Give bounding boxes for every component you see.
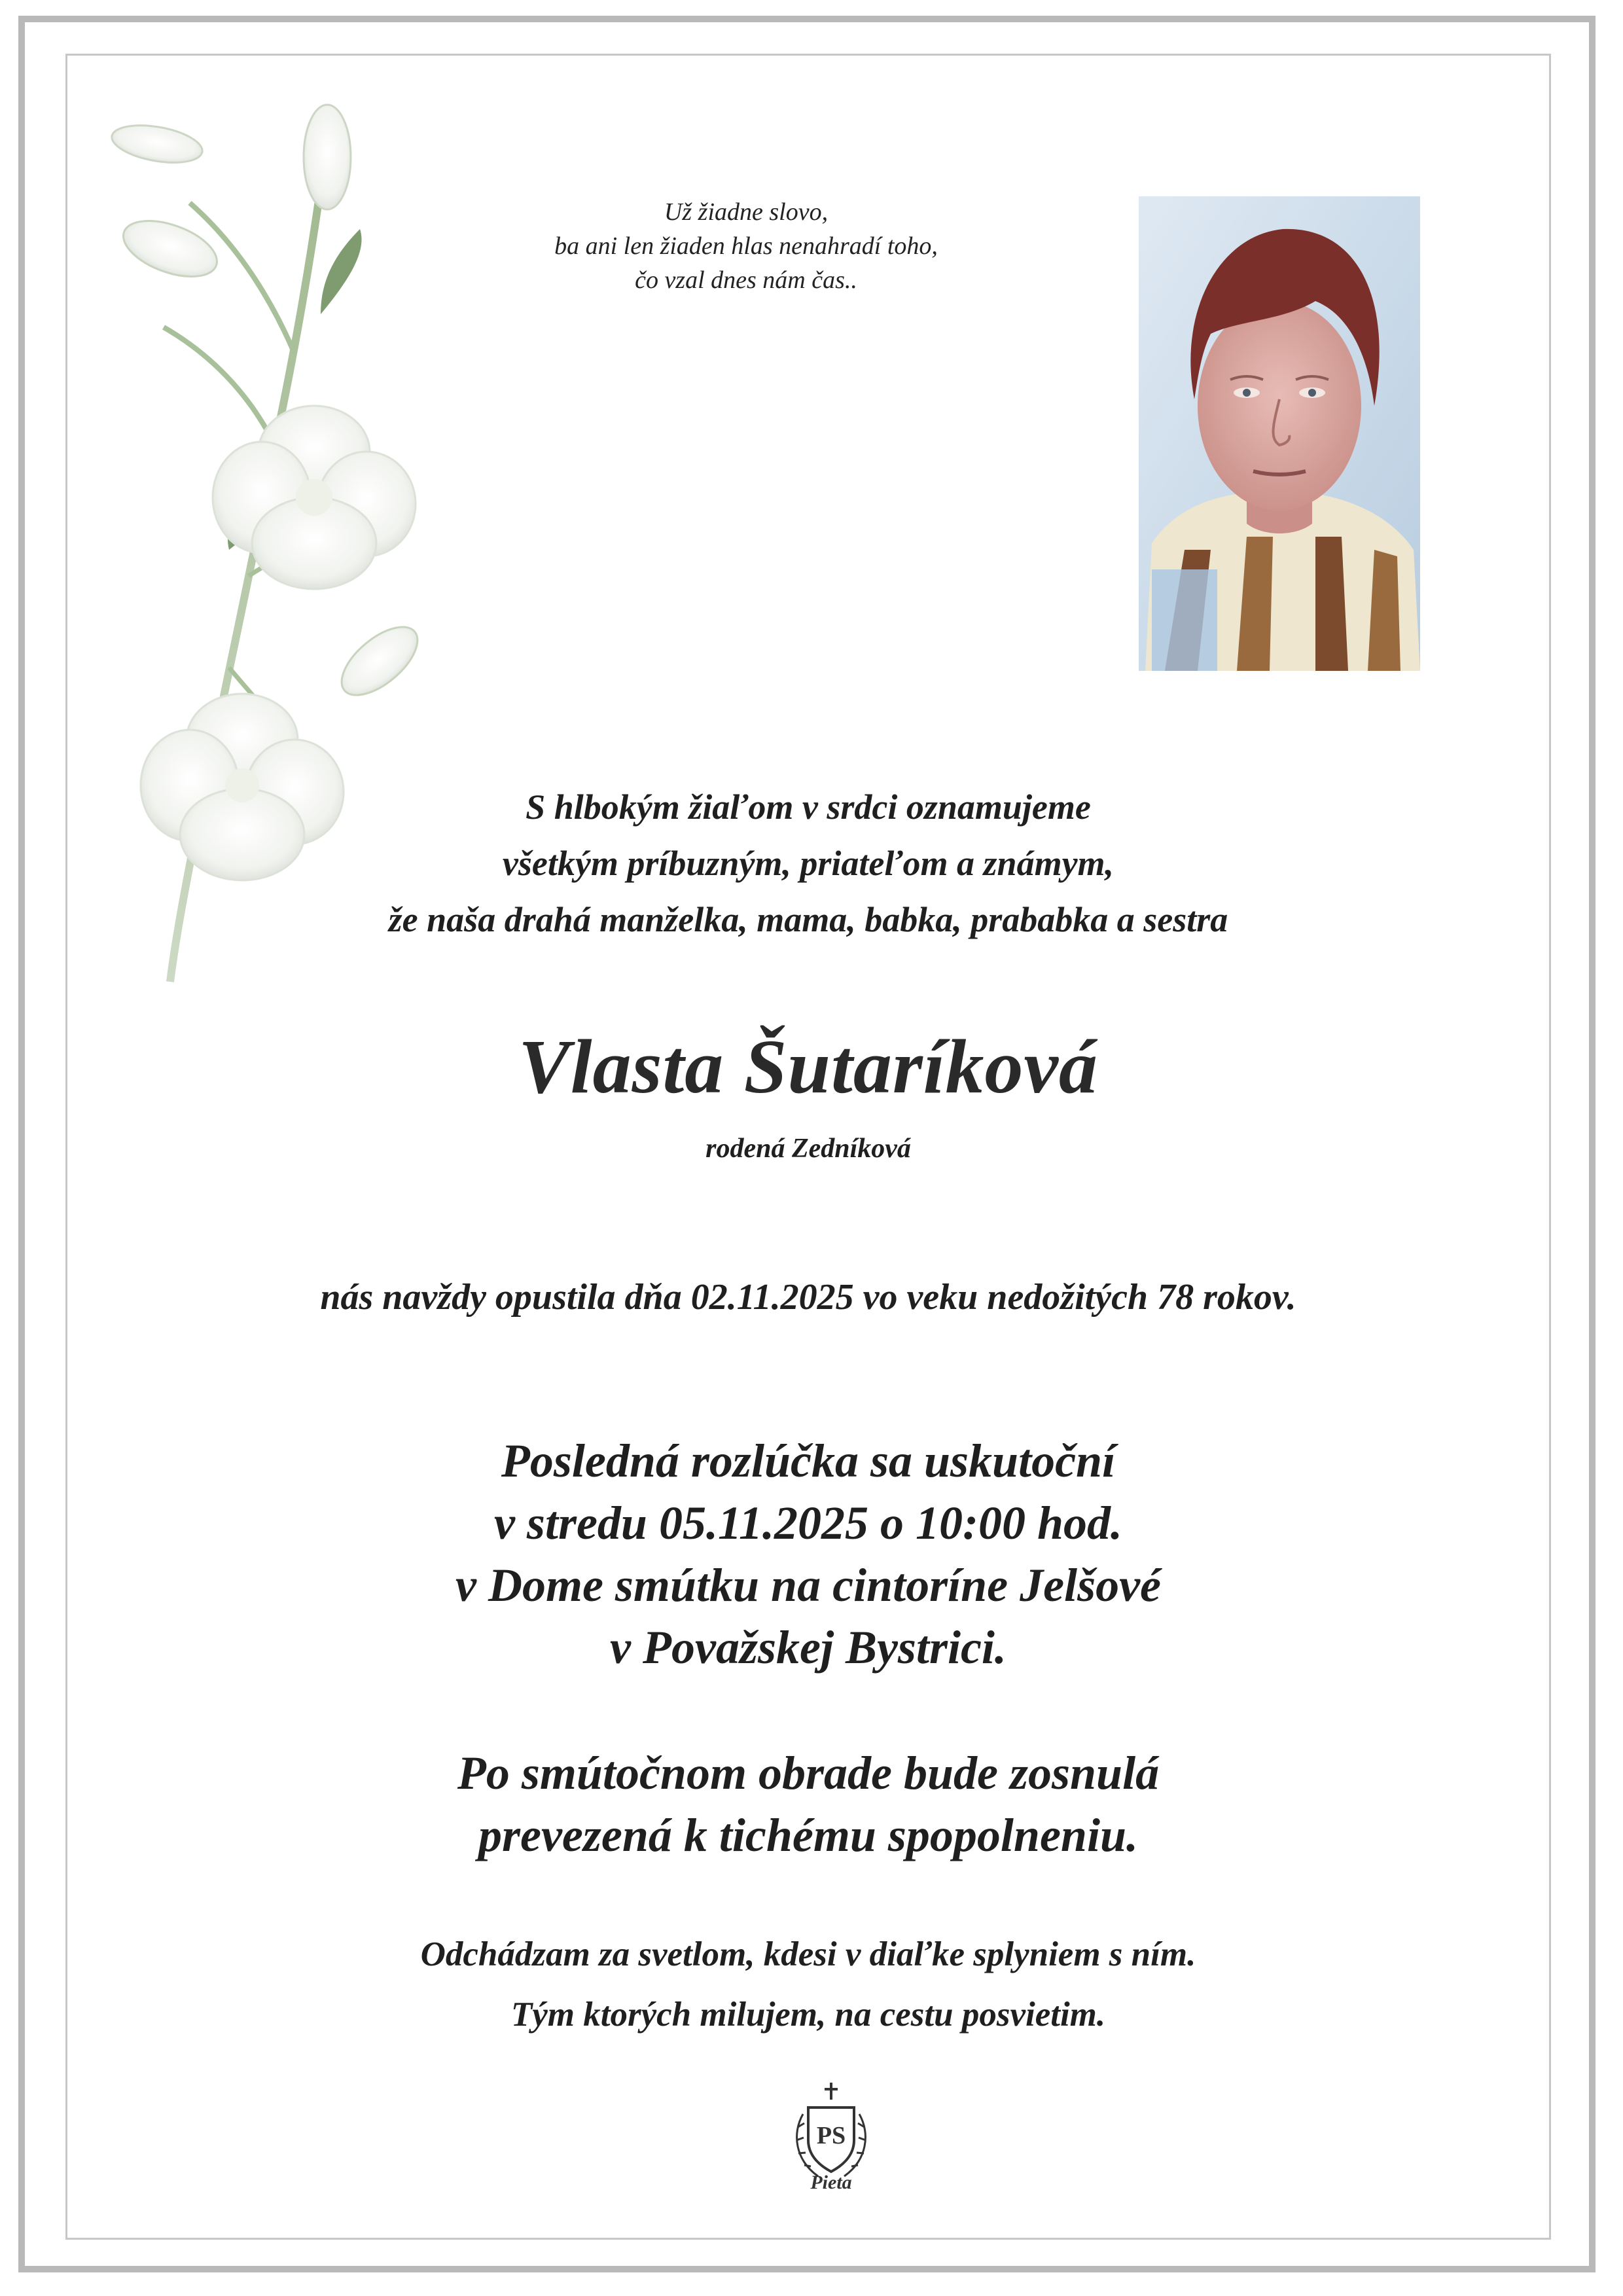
funeral-line: v stredu 05.11.2025 o 10:00 hod. <box>493 1497 1123 1549</box>
verse-line: Odchádzam za svetlom, kdesi v diaľke splyniem s ním. <box>420 1935 1196 1973</box>
announcement <box>65 779 1551 948</box>
poem-line: čo vzal dnes nám čas.. <box>635 266 857 294</box>
logo-monogram: PS <box>816 2122 846 2149</box>
burial-line: Po smútočnom obrade bude zosnulá <box>457 1747 1160 1799</box>
poem-line: Už žiadne slovo, <box>664 198 829 226</box>
verse-line: Tým ktorých milujem, na cestu posvietim. <box>510 1996 1106 2034</box>
funeral-line: v Dome smútku na cintoríne Jelšové <box>455 1559 1161 1611</box>
logo-name: Pieta <box>810 2172 852 2193</box>
funeral-line: v Považskej Bystrici. <box>610 1621 1007 1674</box>
poem <box>458 195 1034 297</box>
announcement-line: S hlbokým žiaľom v srdci oznamujeme <box>526 787 1091 827</box>
burial-details <box>65 1742 1551 1867</box>
portrait-photo <box>1139 196 1420 671</box>
deceased-name: Vlasta Šutaríková <box>518 1024 1098 1109</box>
closing-verse <box>65 1924 1551 2045</box>
death-statement: nás navždy opustila dňa 02.11.2025 vo veku nedožitých 78 rokov. <box>320 1277 1296 1318</box>
burial-line: prevezená k tichému spopolneniu. <box>478 1809 1139 1861</box>
funeral-details <box>65 1430 1551 1679</box>
funeral-line: Posledná rozlúčka sa uskutoční <box>501 1435 1116 1487</box>
poem-line: ba ani len žiaden hlas nenahradí toho, <box>554 232 938 260</box>
maiden-name: rodená Zedníková <box>705 1134 911 1164</box>
announcement-line: všetkým príbuzným, priateľom a známym, <box>502 844 1115 883</box>
announcement-line: že naša drahá manželka, mama, babka, prababka a sestra <box>388 900 1228 939</box>
